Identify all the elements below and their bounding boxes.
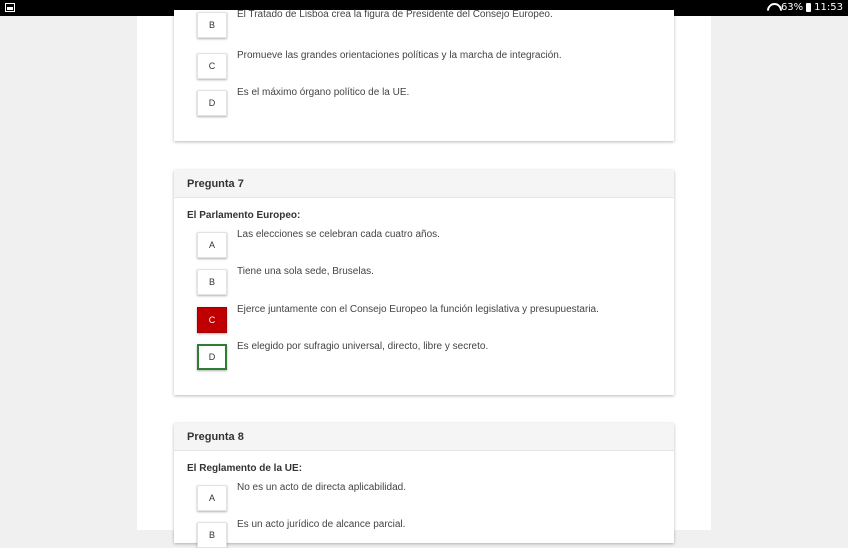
question-card-7 bbox=[174, 170, 674, 395]
question-header: Pregunta 8 bbox=[174, 423, 674, 451]
question-card-8 bbox=[174, 423, 674, 543]
image-notification-icon bbox=[5, 3, 15, 12]
option-c[interactable] bbox=[197, 50, 657, 79]
option-letter[interactable]: B bbox=[197, 12, 227, 38]
option-a[interactable] bbox=[197, 229, 657, 258]
battery-icon bbox=[806, 3, 811, 12]
option-c[interactable] bbox=[197, 304, 657, 333]
option-letter-incorrect[interactable]: C bbox=[197, 307, 227, 333]
option-text: Es elegido por sufragio universal, directo, libre y secreto. bbox=[237, 341, 489, 352]
option-letter-correct[interactable]: D bbox=[197, 344, 227, 370]
option-letter[interactable]: B bbox=[197, 522, 227, 548]
battery-percent: 63% bbox=[780, 2, 804, 13]
option-letter[interactable]: C bbox=[197, 53, 227, 79]
option-a[interactable] bbox=[197, 482, 657, 511]
question-header: Pregunta 7 bbox=[174, 170, 674, 198]
option-letter[interactable]: A bbox=[197, 485, 227, 511]
question-prompt: El Parlamento Europeo: bbox=[187, 210, 301, 221]
option-letter[interactable]: B bbox=[197, 269, 227, 295]
option-letter[interactable]: A bbox=[197, 232, 227, 258]
option-d[interactable] bbox=[197, 341, 657, 370]
option-text: Las elecciones se celebran cada cuatro años. bbox=[237, 229, 440, 240]
option-text: Tiene una sola sede, Bruselas. bbox=[237, 266, 374, 277]
option-text: Es el máximo órgano político de la UE. bbox=[237, 87, 410, 98]
option-b[interactable] bbox=[197, 266, 657, 295]
option-text: El Tratado de Lisboa crea la figura de Presidente del Consejo Europeo. bbox=[237, 9, 553, 20]
option-text: Es un acto jurídico de alcance parcial. bbox=[237, 519, 406, 530]
option-b[interactable] bbox=[197, 519, 657, 548]
option-text: Ejerce juntamente con el Consejo Europeo la función legislativa y presupuestaria. bbox=[237, 304, 599, 315]
option-letter[interactable]: D bbox=[197, 90, 227, 116]
question-card-6 bbox=[174, 10, 674, 141]
question-prompt: El Reglamento de la UE: bbox=[187, 463, 303, 474]
option-d[interactable] bbox=[197, 87, 657, 116]
option-text: Promueve las grandes orientaciones políticas y la marcha de integración. bbox=[237, 50, 562, 61]
wifi-icon bbox=[767, 3, 778, 12]
option-text: No es un acto de directa aplicabilidad. bbox=[237, 482, 406, 493]
clock: 11:53 bbox=[814, 2, 843, 13]
option-b[interactable] bbox=[197, 9, 657, 38]
